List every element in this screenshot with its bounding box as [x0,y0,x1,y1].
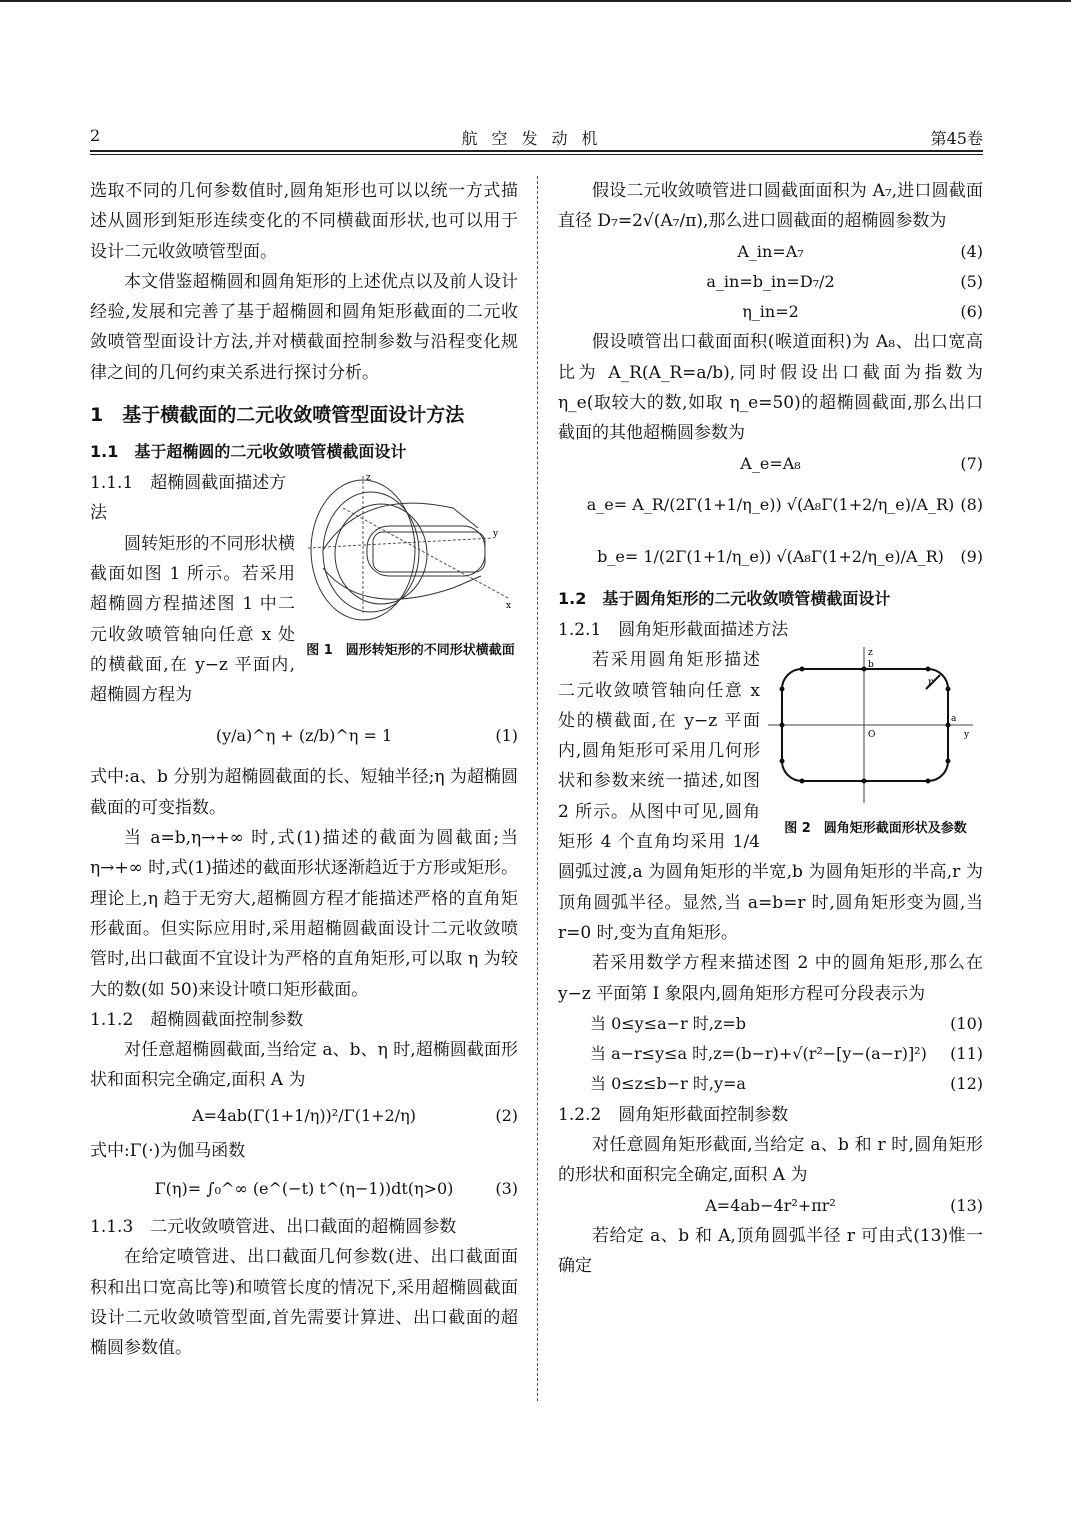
equation-12-number: (12) [950,1074,983,1094]
equation-3-number: (3) [495,1179,518,1199]
figure-1-image [303,468,518,628]
svg-text:y: y [493,529,499,540]
equation-11-body: 当 a−r≤y≤a 时,z=(b−r)+√(r²−[y−(a−r)]²) [590,1044,927,1064]
header-rule-thin [90,154,983,155]
page-number: 2 [90,126,101,145]
equation-7-number: (7) [960,453,983,473]
journal-title: 航空发动机 [461,129,612,148]
paragraph: 圆转矩形的不同形状横截面如图 1 所示。若采用超椭圆方程描述图 1 中二元收敛喷管轴向任意 x 处的横截面,在 y−z 平面内,超椭圆方程为 [90,533,295,706]
paragraph: 对任意圆角矩形截面,当给定 a、b 和 r 时,圆角矩形的形状和面积完全确定,面积 A 为 [558,1135,983,1186]
equation-1-number: (1) [495,726,518,746]
svg-text:r: r [928,677,933,689]
equation-1-body: (y/a)^η + (z/b)^η = 1 [215,726,393,746]
figure-2 [768,645,983,841]
subsubsection-heading: 1.1.3 二元收敛喷管进、出口截面的超椭圆参数 [90,1217,457,1238]
equation-4-number: (4) [960,241,983,261]
svg-text:y: y [964,730,970,741]
equation-4-body: A_in=A₇ [737,241,804,261]
equation-6 [558,297,983,327]
equation-2-body: A=4ab(Γ(1+1/η))²/Γ(1+2/η) [192,1105,416,1125]
subsubsection-heading: 1.1.2 超椭圆截面控制参数 [90,1009,304,1030]
paragraph: 式中:a、b 分别为超椭圆截面的长、短轴半径;η 为超椭圆截面的可变指数。 [90,767,518,818]
paragraph: 选取不同的几何参数值时,圆角矩形也可以以统一方式描述从圆形到矩形连续变化的不同横截面形状,也可以用于设计二元收敛喷管型面。 [90,181,518,262]
equation-8-number: (8) [960,494,983,514]
equation-1 [90,710,518,762]
equation-9-number: (9) [960,546,983,566]
equation-6-body: η_in=2 [742,302,799,322]
paragraph: 式中:Γ(·)为伽马函数 [90,1140,246,1161]
figure-2-image [768,645,978,805]
equation-10-body: 当 0≤y≤a−r 时,z=b [590,1013,746,1033]
figure-2-caption: 图 2 圆角矩形截面形状及参数 [784,820,967,836]
equation-12 [558,1069,983,1099]
equation-6-number: (6) [960,302,983,322]
paragraph: 假设二元收敛喷管进口圆截面面积为 A₇,进口圆截面直径 D₇=2√(A₇/π),那么进口圆截面的超椭圆参数为 [558,181,983,232]
equation-4 [558,237,983,267]
column-divider [537,176,538,1401]
section-heading: 1 基于横截面的二元收敛喷管型面设计方法 [90,404,465,427]
equation-2-number: (2) [495,1105,518,1125]
paragraph: 若采用数学方程来描述图 2 中的圆角矩形,那么在 y−z 平面第 I 象限内,圆角矩形方程可分段表示为 [558,953,983,1004]
volume-label: 第45卷 [930,129,983,148]
equation-11-number: (11) [950,1044,983,1064]
equation-10 [558,1009,983,1039]
figure-1-caption: 图 1 圆形转矩形的不同形状横截面 [306,643,515,659]
equation-8-body: a_e= A_R/(2Γ(1+1/η_e)) √(A₈Γ(1+2/η_e)/A_R) [586,494,955,514]
paragraph: 若采用圆角矩形描述二元收敛喷管轴向任意 x 处的横截面,在 y−z 平面内,圆角矩形可采用几何形状和参数来统一描述,如图 2 所示。从图中可见,圆角矩形 4 个直角均采用 1/4 圆弧过渡,a 为圆角矩形的半宽,b 为圆角矩形的半高,r 为顶角圆弧半径。显然,当 a=b=r 时,圆角矩形变为圆,当 r=0 时,变为直角矩形。 [558,650,983,943]
subsection-heading: 1.1 基于超椭圆的二元收敛喷管横截面设计 [90,442,407,462]
top-border [0,0,1071,2]
paragraph: 对任意超椭圆截面,当给定 a、b、η 时,超椭圆截面形状和面积完全确定,面积 A 为 [90,1040,518,1091]
equation-3 [90,1166,518,1212]
svg-text:a: a [951,714,957,725]
equation-10-number: (10) [950,1013,983,1033]
paragraph: 当 a=b,η→+∞ 时,式(1)描述的截面为圆截面;当 η→+∞ 时,式(1)描述的截面形状逐渐趋近于方形或矩形。理论上,η 趋于无穷大,超椭圆方程才能描述严格的直角矩形截面。但实际应用时,采用超椭圆截面设计二元收敛喷管时,出口截面不宜设计为严格的直角矩形,可以取 η 为较大的数(如 50)来设计喷口矩形截面。 [90,828,518,1000]
equation-9 [558,531,983,583]
equation-13 [558,1191,983,1221]
subsubsection-heading: 1.2.2 圆角矩形截面控制参数 [558,1104,789,1125]
svg-text:O: O [868,730,876,741]
svg-text:z: z [366,473,371,484]
equation-3-body: Γ(η)= ∫₀^∞ (e^(−t) t^(η−1))dt(η>0) [154,1179,454,1199]
subsection-heading: 1.2 基于圆角矩形的二元收敛喷管横截面设计 [558,588,891,608]
equation-7 [558,449,983,479]
equation-5-number: (5) [960,271,983,291]
header-rule [90,150,983,152]
paragraph: 若给定 a、b 和 A,顶角圆弧半径 r 可由式(13)惟一确定 [558,1225,983,1277]
paragraph: 本文借鉴超椭圆和圆角矩形的上述优点以及前人设计经验,发展和完善了基于超椭圆和圆角矩形截面的二元收敛喷管型面设计方法,并对横截面控制参数与沿程变化规律之间的几何约束关系进行探讨分析。 [90,271,518,383]
subsubsection-heading: 1.1.1 超椭圆截面描述方法 [90,473,287,524]
equation-5 [558,267,983,297]
svg-text:z: z [868,648,873,659]
equation-13-number: (13) [950,1195,983,1215]
svg-text:b: b [868,660,874,671]
left-column [90,176,518,1364]
svg-text:x: x [506,601,512,612]
equation-2 [90,1096,518,1136]
equation-8 [558,479,983,531]
equation-9-body: b_e= 1/(2Γ(1+1/η_e)) √(A₈Γ(1+2/η_e)/A_R) [597,546,944,566]
equation-7-body: A_e=A₈ [740,453,801,473]
paragraph: 在给定喷管进、出口截面几何参数(进、出口截面面积和出口宽高比等)和喷管长度的情况下,采用超椭圆截面设计二元收敛喷管型面,首先需要计算进、出口截面的超椭圆参数值。 [90,1247,518,1359]
paragraph: 假设喷管出口截面面积(喉道面积)为 A₈、出口宽高比为 A_R(A_R=a/b),同时假设出口截面为指数为 η_e(取较大的数,如取 η_e=50)的超椭圆截面,那么出口截面的其他超椭圆参数为 [558,332,983,444]
equation-5-body: a_in=b_in=D₇/2 [706,271,835,291]
equation-12-body: 当 0≤z≤b−r 时,y=a [590,1074,746,1094]
equation-13-body: A=4ab−4r²+πr² [705,1195,836,1215]
subsubsection-heading: 1.2.1 圆角矩形截面描述方法 [558,619,789,640]
right-column [558,176,983,1282]
equation-11 [558,1039,983,1069]
figure-1 [303,468,518,664]
